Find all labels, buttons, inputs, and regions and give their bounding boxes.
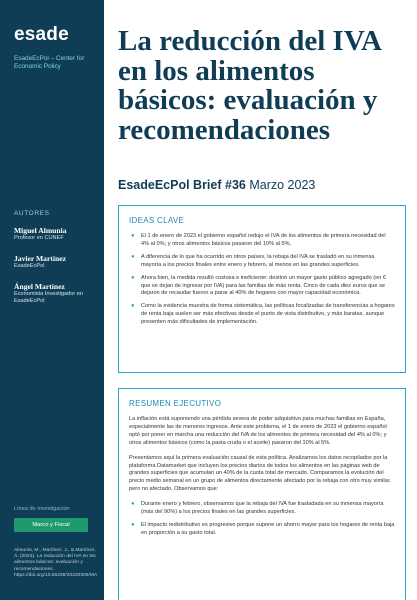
summary-list <box>129 501 395 538</box>
author-block <box>14 226 102 242</box>
esade-logo: esade <box>14 24 69 45</box>
bullet-icon: ● <box>131 233 135 239</box>
list-item <box>129 254 395 270</box>
bullet-icon: ● <box>131 521 135 528</box>
key-ideas-title: IDEAS CLAVE <box>129 216 185 225</box>
citation-text: Almunia, M., Martínez, J., & Martínez, Á. (2023). La reducción del IVA en los alimentos básicos: evaluación y recomendaciones. https://doi.org/10.56269/20230306/MA <box>14 548 98 578</box>
sidebar <box>0 0 104 600</box>
key-ideas-list <box>129 233 395 327</box>
list-item <box>129 522 395 538</box>
brief-line <box>118 178 315 192</box>
research-line-tag[interactable]: Marco y Fiscal <box>14 518 88 532</box>
summary-paragraph: La inflación está suponiendo una pérdida severa de poder adquisitivo para muchas familias en España, especialmente las de menores ingresos. Ante este problema, el 1 de enero de 2023 el gobierno español optó por poner en marcha una reducción del IVA de los alimentos de primera necesidad del 4% al 0%; y otros alimentos básicos (como la pasta cruda o el aceite) pasaron del 10% al 5%. <box>129 416 387 446</box>
bullet-text: Durante enero y febrero, observamos que la rebaja del IVA fue trasladada en su inmensa mayoría (más del 90%) a los precios finales en las grandes superficies. <box>141 501 384 516</box>
bullet-text: Como la evidencia muestra de forma sistemática, las políticas focalizadas de transferencias a hogares de renta baja suelen ser más efectivas desde el punto de vista distributivo, y más baratas, aunque presenten más dificultades de implementación. <box>141 303 395 326</box>
bullet-icon: ● <box>131 501 135 508</box>
executive-summary-box <box>118 388 406 600</box>
brief-date: Marzo 2023 <box>249 178 316 192</box>
author-block <box>14 254 102 270</box>
author-affiliation: Economista Investigador en EsadeEcPol <box>14 291 84 304</box>
executive-summary-title: RESUMEN EJECUTIVO <box>129 399 222 408</box>
author-name: Miguel Almunia <box>14 226 67 235</box>
bullet-text: A diferencia de lo que ha ocurrido en otros países, la rebaja del IVA se trasladó en su inmensa mayoría a los precios finales entre enero y febrero, al menos en las grandes superficies. <box>141 253 375 268</box>
list-item <box>129 233 395 249</box>
author-affiliation: Profesor en CUNEF <box>14 235 64 241</box>
author-name: Javier Martínez <box>14 254 66 263</box>
list-item <box>129 303 395 327</box>
brief-label: EsadeEcPol Brief #36 <box>118 178 246 192</box>
bullet-icon: ● <box>131 253 135 260</box>
list-item <box>129 501 395 517</box>
research-line-label: Línea de investigación <box>14 506 70 512</box>
bullet-text: Ahora bien, la medida resultó costosa e ineficiente: destinó un mayor gasto público agregado (en € que se dejan de ingresar por IVA) para las familias de más renta. Cinco de cada diez euros que se dejaron de recaudar fueron a parar al 40% de hogares con mayor capacidad económica. <box>141 274 387 297</box>
page-title: La reducción del IVA en los alimentos básicos: evaluación y recomendaciones <box>118 25 381 146</box>
author-name: Ángel Martínez <box>14 282 65 291</box>
logo-subtitle: EsadeEcPol – Center for Economic Policy <box>14 55 85 70</box>
key-ideas-box <box>118 205 406 373</box>
author-block <box>14 282 102 305</box>
summary-paragraph: Presentamos aquí la primera evaluación causal de esta política. Analizamos los datos recopilados por la plataforma Datamarket que incluyen los precios diarios de todos los alimentos en las páginas web de grandes superficies que acumulan un 40% de la cuota total de mercado. Comparamos la evolución del precio medio semanal en un grupo de alimentos directamente afectado por la rebaja con otro muy similar, pero no afectado. Observamos que: <box>129 454 391 493</box>
bullet-icon: ● <box>131 274 135 281</box>
bullet-text: El 1 de enero de 2023 el gobierno español redujo el IVA de los alimentos de primera necesidad del 4% al 0%; y otros alimentos básicos pasaron del 10% al 5%. <box>141 233 386 247</box>
bullet-text: El impacto redistributivo es progresivo porque supone un ahorro mayor para los hogares de renta baja en proporción a su gasto total. <box>141 521 395 536</box>
bullet-icon: ● <box>131 303 135 310</box>
authors-heading: AUTORES <box>14 210 50 217</box>
list-item <box>129 275 395 299</box>
author-affiliation: EsadeEcPol <box>14 263 45 269</box>
